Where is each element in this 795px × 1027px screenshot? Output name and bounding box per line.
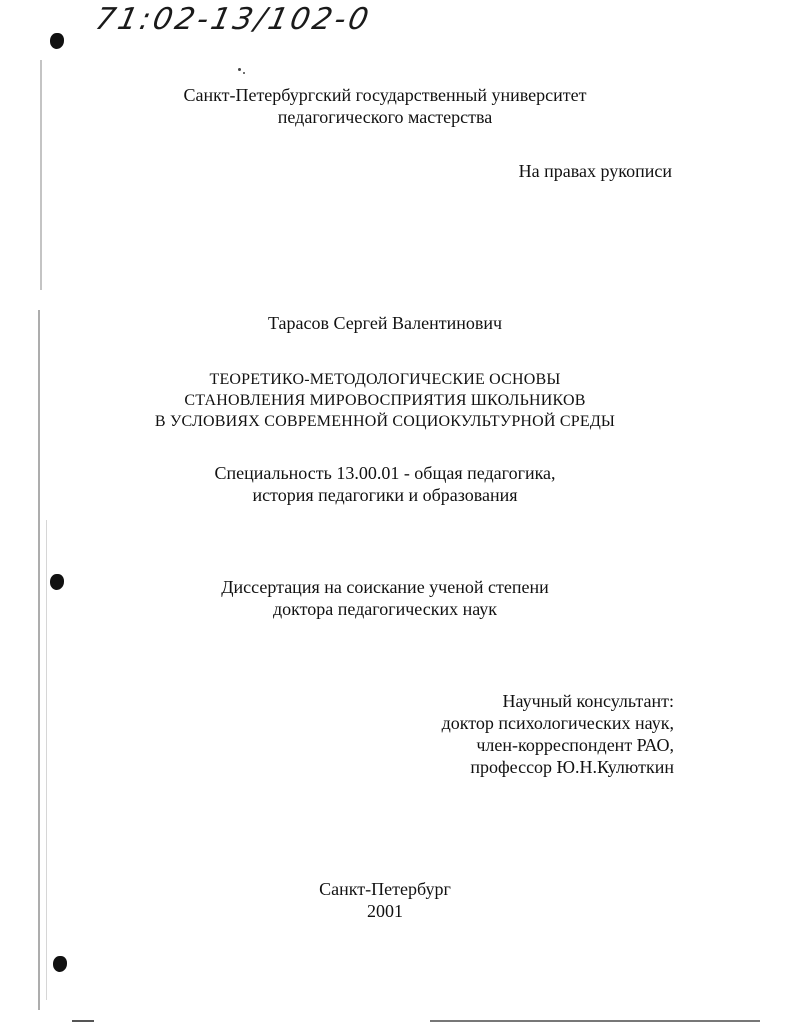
binder-edge-line [46,520,47,1000]
rights-note: На правах рукописи [518,161,672,181]
punch-hole-icon [50,33,64,49]
consultant-line-1: Научный консультант: [502,691,674,711]
scan-bottom-edge [72,1020,94,1022]
handwritten-archive-code: 71:02-13/102-0 [92,2,375,37]
binder-edge-line [40,60,42,290]
dissertation-title [120,369,650,432]
scan-speck [243,72,245,74]
title-line-2: СТАНОВЛЕНИЯ МИРОВОСПРИЯТИЯ ШКОЛЬНИКОВ [184,392,586,409]
degree-line-2: доктора педагогических наук [272,599,498,619]
institution-block [100,84,670,128]
place-year-block [260,878,510,922]
dissertation-degree-block [150,576,620,620]
scan-bottom-edge [430,1020,760,1022]
author-name: Тарасов Сергей Валентинович [267,313,503,333]
scientific-consultant-block [380,690,674,778]
consultant-line-3: член-корреспондент РАО, [476,735,674,755]
punch-hole-icon [50,574,64,590]
specialty-line-2: история педагогики и образования [252,485,518,505]
consultant-line-2: доктор психологических наук, [441,713,674,733]
institution-line-1: Санкт-Петербургский государственный университет [183,85,587,105]
degree-line-1: Диссертация на соискание ученой степени [221,577,549,597]
specialty-line-1: Специальность 13.00.01 - общая педагогика, [214,463,556,483]
scan-speck [238,68,241,71]
punch-hole-icon [53,956,67,972]
consultant-line-4: профессор Ю.Н.Кулюткин [470,757,674,777]
year: 2001 [367,901,403,921]
title-line-1: ТЕОРЕТИКО-МЕТОДОЛОГИЧЕСКИЕ ОСНОВЫ [209,371,561,388]
specialty-block [130,462,640,506]
binder-edge-line [38,310,40,1010]
title-line-3: В УСЛОВИЯХ СОВРЕМЕННОЙ СОЦИОКУЛЬТУРНОЙ СРЕДЫ [154,413,616,430]
institution-line-2: педагогического мастерства [277,107,493,127]
place: Санкт-Петербург [319,879,451,899]
